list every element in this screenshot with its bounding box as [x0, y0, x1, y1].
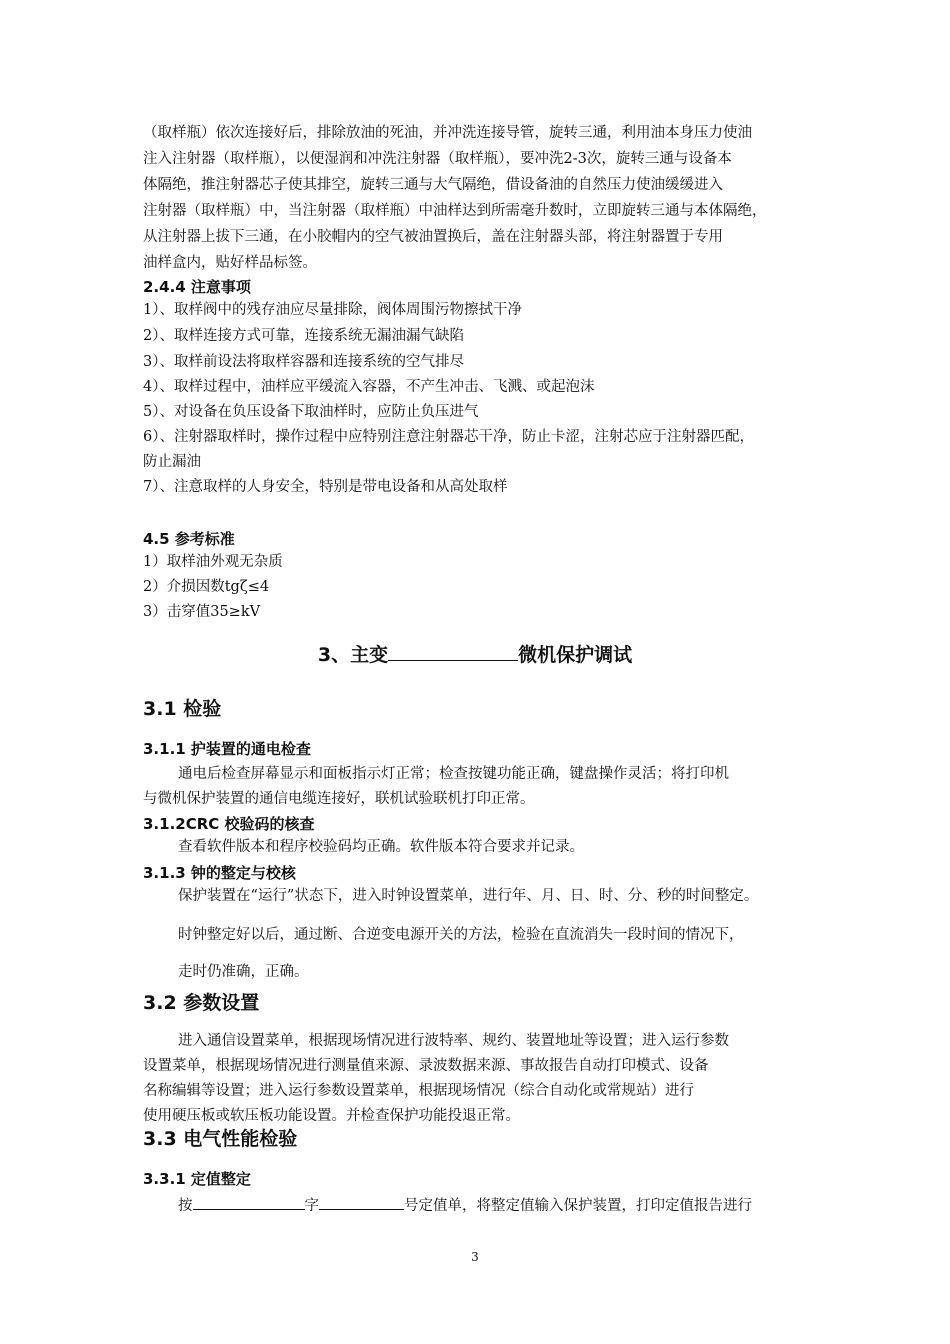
paragraph-line: 保护装置在“运行”状态下，进入时钟设置菜单，进行年、月、日、时、分、秒的时间整定。 — [178, 888, 759, 904]
title-blank — [388, 646, 518, 661]
section-heading-3-1-2: 3.1.2CRC 校验码的核查 — [143, 815, 315, 833]
chapter-title-left: 3、主变 — [317, 644, 389, 666]
paragraph-line: 通电后检查屏幕显示和面板指示灯正常；检查按键功能正确，键盘操作灵活；将打印机 — [178, 766, 729, 782]
section-heading-2-4-4: 2.4.4 注意事项 — [143, 278, 251, 296]
setting-text-a: 按 — [178, 1198, 193, 1214]
note-item: 4）、取样过程中，油样应平缓流入容器，不产生冲击、飞溅、或起泡沫 — [143, 379, 595, 395]
paragraph-line: 走时仍准确，正确。 — [178, 964, 309, 980]
section-heading-3-1: 3.1 检验 — [143, 698, 222, 720]
paragraph-line: 名称编辑等设置；进入运行参数设置菜单，根据现场情况（综合自动化或常规站）进行 — [143, 1083, 694, 1099]
setting-blank-2 — [319, 1195, 404, 1210]
section-heading-3-3-1: 3.3.1 定值整定 — [143, 1170, 251, 1188]
setting-text-c: 号定值单，将整定值输入保护装置，打印定值报告进行 — [404, 1198, 752, 1214]
section-heading-3-1-3: 3.1.3 钟的整定与校核 — [143, 864, 296, 882]
chapter-title-right: 微机保护调试 — [518, 644, 633, 666]
note-item: 1）、取样阀中的残存油应尽量排除，阀体周围污物擦拭干净 — [143, 302, 522, 318]
paragraph-line: 体隔绝，推注射器芯子使其排空，旋转三通与大气隔绝，借设备油的自然压力使油缓缓进入 — [143, 177, 723, 193]
note-item: 7）、注意取样的人身安全，特别是带电设备和从高处取样 — [143, 479, 508, 495]
section-heading-4-5: 4.5 参考标准 — [143, 530, 235, 548]
paragraph-line: 使用硬压板或软压板功能设置。并检查保护功能投退正常。 — [143, 1108, 520, 1124]
note-item: 6）、注射器取样时，操作过程中应特别注意注射器芯干净，防止卡涩，注射芯应于注射器匹配， — [143, 429, 754, 445]
standard-item: 3）击穿值35≥kV — [143, 604, 261, 620]
standard-item: 1）取样油外观无杂质 — [143, 554, 283, 570]
paragraph-line: 注入注射器（取样瓶），以便湿润和冲洗注射器（取样瓶），要冲洗2-3次，旋转三通与设备本 — [143, 151, 732, 167]
note-item: 3）、取样前设法将取样容器和连接系统的空气排尽 — [143, 354, 464, 370]
chapter-title — [0, 640, 950, 667]
section-heading-3-3: 3.3 电气性能检验 — [143, 1128, 298, 1150]
note-item: 5）、对设备在负压设备下取油样时，应防止负压进气 — [143, 404, 479, 420]
note-item: 2）、取样连接方式可靠，连接系统无漏油漏气缺陷 — [143, 328, 464, 344]
note-item: 防止漏油 — [143, 454, 201, 470]
paragraph-line: 设置菜单，根据现场情况进行测量值来源、录波数据来源、事故报告自动打印模式、设备 — [143, 1058, 709, 1074]
paragraph-line: 注射器（取样瓶）中，当注射器（取样瓶）中油样达到所需毫升数时，立即旋转三通与本体隔绝， — [143, 203, 767, 219]
standard-item: 2）介损因数tgζ≤4 — [143, 579, 270, 595]
paragraph-line: 查看软件版本和程序校验码均正确。软件版本符合要求并记录。 — [178, 839, 584, 855]
paragraph-line: 从注射器上拔下三通，在小胶帽内的空气被油置换后，盖在注射器头部，将注射器置于专用 — [143, 229, 723, 245]
paragraph-line: （取样瓶）依次连接好后，排除放油的死油，并冲洗连接导管，旋转三通，利用油本身压力使油 — [143, 125, 752, 141]
paragraph-line: 与微机保护装置的通信电缆连接好，联机试验联机打印正常。 — [143, 791, 535, 807]
section-heading-3-2: 3.2 参数设置 — [143, 992, 260, 1014]
setting-text-b: 字 — [304, 1198, 319, 1214]
section-heading-3-1-1: 3.1.1 护装置的通电检查 — [143, 740, 311, 758]
setting-blank-1 — [193, 1195, 305, 1210]
paragraph-line: 油样盒内，贴好样品标签。 — [143, 255, 317, 271]
paragraph-line — [178, 1195, 752, 1215]
paragraph-line: 进入通信设置菜单，根据现场情况进行波特率、规约、装置地址等设置；进入运行参数 — [178, 1033, 729, 1049]
page-number: 3 — [471, 1250, 479, 1264]
paragraph-line: 时钟整定好以后，通过断、合逆变电源开关的方法，检验在直流消失一段时间的情况下， — [178, 927, 744, 943]
